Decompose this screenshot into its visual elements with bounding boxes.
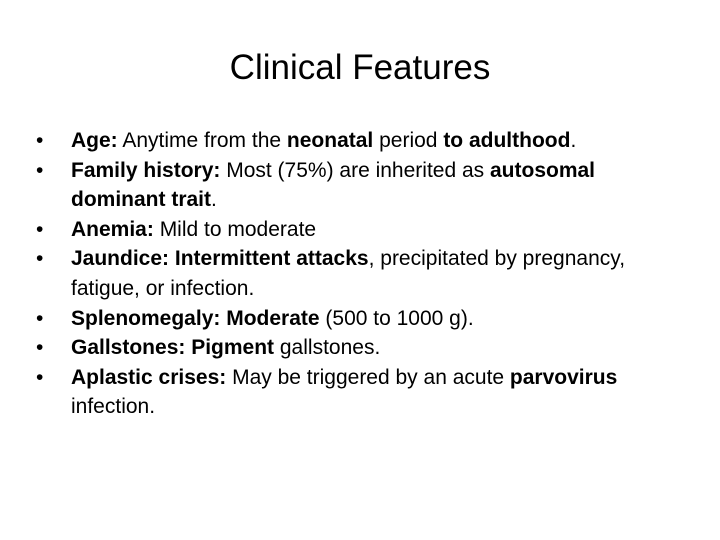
bullet-item (36, 215, 686, 245)
bullet-bold-text: Aplastic crises: (71, 365, 227, 389)
bullet-text: . (570, 129, 577, 152)
bullet-bold-text: Age: (71, 129, 118, 152)
bullet-text: May be triggered by an acute (226, 365, 510, 389)
bullet-marker: • (36, 129, 44, 152)
bullet-bold-text: Jaundice: Intermittent attacks (71, 247, 369, 271)
bullet-marker: • (36, 365, 44, 389)
bullet-item (36, 363, 686, 422)
bullet-bold-text: Family history: (71, 158, 221, 182)
bullet-list (36, 126, 686, 422)
slide-title: Clinical Features (229, 48, 491, 87)
bullet-marker: • (36, 247, 44, 271)
bullet-text: Most (75%) are inherited as (220, 158, 490, 182)
bullet-bold-text: parvovirus (509, 365, 618, 389)
bullet-text: (500 to 1000 g). (319, 306, 474, 330)
bullet-bold-text: autosomal dominant trait (71, 158, 596, 212)
bullet-text: Anytime from the (117, 129, 287, 152)
bullet-bold-text: Gallstones: Pigment (71, 336, 275, 360)
bullet-text: Mild to moderate (153, 217, 317, 241)
bullet-bold-text: Anemia: (71, 217, 154, 241)
bullet-item (36, 244, 686, 303)
bullet-marker: • (36, 336, 44, 360)
bullet-text: period (373, 129, 444, 152)
bullet-item (36, 156, 686, 215)
bullet-item (36, 333, 686, 363)
bullet-item (36, 304, 686, 334)
bullet-item (36, 126, 686, 156)
bullet-bold-text: neonatal (286, 129, 374, 152)
bullet-bold-text: to adulthood (443, 129, 571, 152)
bullet-marker: • (36, 217, 44, 241)
bullet-bold-text: Splenomegaly: Moderate (71, 306, 320, 330)
bullet-text: infection. (71, 395, 156, 419)
bullet-marker: • (36, 158, 44, 182)
bullet-text: . (211, 188, 217, 212)
bullet-marker: • (36, 306, 44, 330)
bullet-text: gallstones. (274, 336, 381, 360)
bullet-text: , precipitated by pregnancy, fatigue, or infection. (71, 247, 626, 300)
